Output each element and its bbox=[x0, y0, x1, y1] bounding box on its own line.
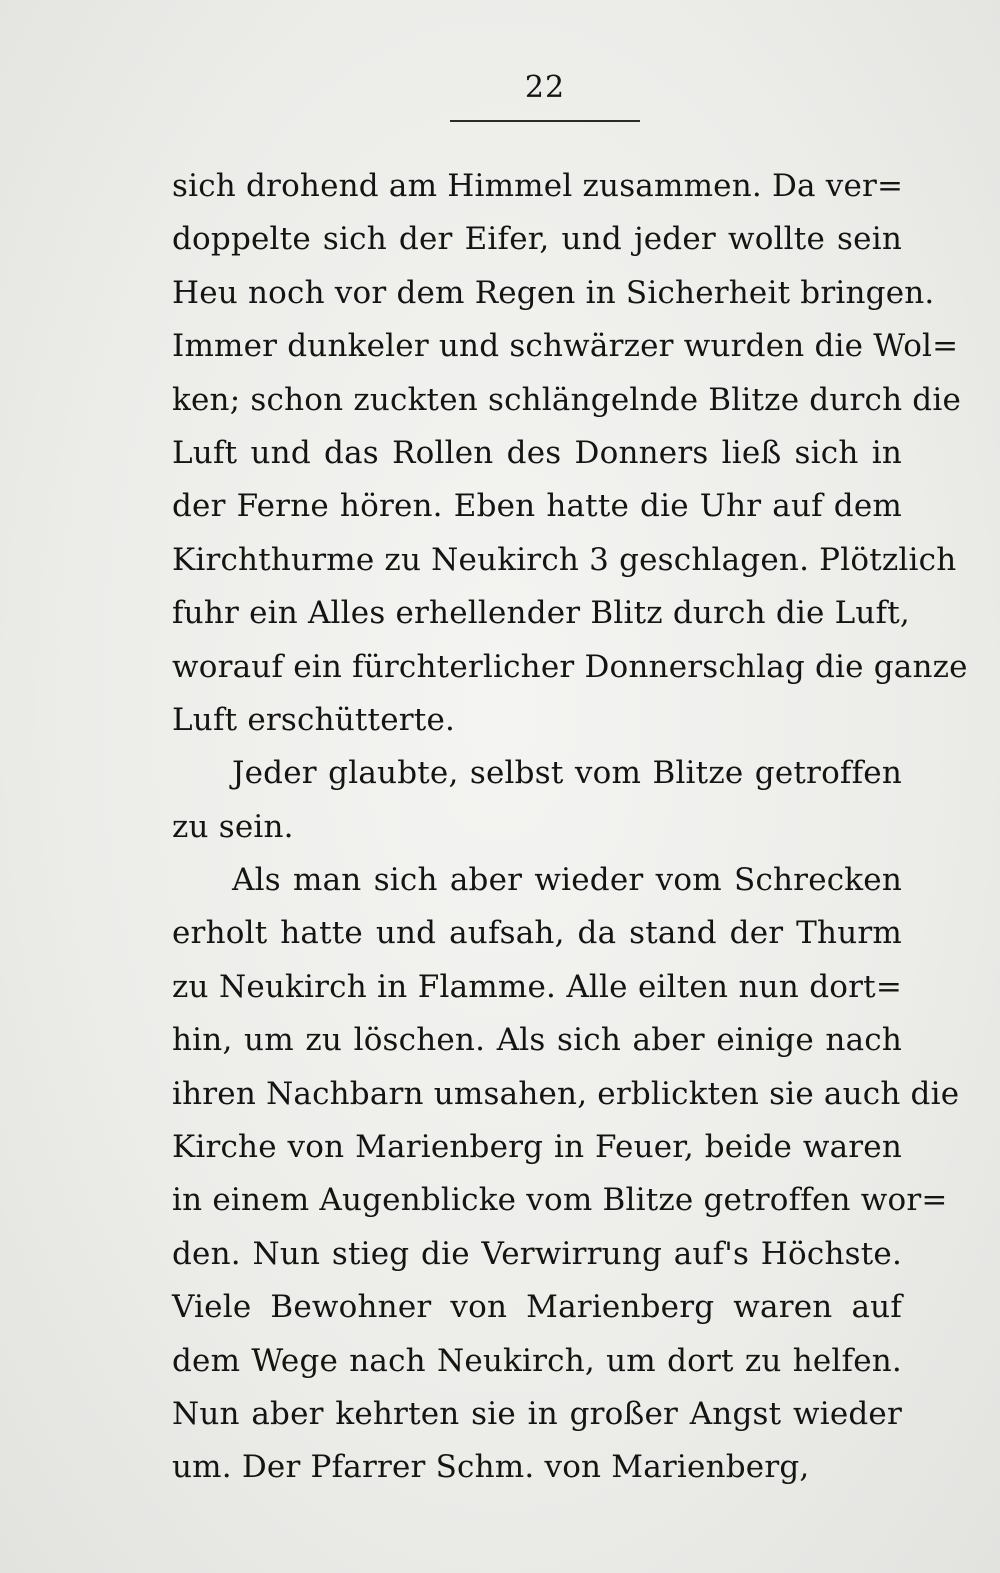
page-number: 22 bbox=[524, 70, 566, 105]
text-line: fuhr ein Alles erhellender Blitz durch die Luft, bbox=[172, 595, 910, 632]
page-header bbox=[0, 70, 1000, 105]
text-line: Immer dunkeler und schwärzer wurden die Wol= bbox=[172, 328, 959, 365]
text-line: zu sein. bbox=[172, 808, 294, 845]
paragraph bbox=[172, 747, 902, 854]
text-line: um. Der Pfarrer Schm. von Marienberg, bbox=[172, 1449, 810, 1486]
text-line: Kirche von Marienberg in Feuer, beide waren bbox=[172, 1129, 902, 1166]
text-line: zu Neukirch in Flamme. Alle eilten nun dort= bbox=[172, 968, 902, 1005]
text-line: Luft und das Rollen des Donners ließ sich in bbox=[172, 434, 902, 471]
paragraph bbox=[172, 160, 968, 747]
text-line: Als man sich aber wieder vom Schrecken bbox=[232, 862, 902, 899]
text-line: Heu noch vor dem Regen in Sicherheit bringen. bbox=[172, 274, 935, 311]
text-line: den. Nun stieg die Verwirrung auf's Höchste. bbox=[172, 1235, 902, 1272]
text-line: Kirchthurme zu Neukirch 3 geschlagen. Plötzlich bbox=[172, 541, 957, 578]
header-rule bbox=[450, 120, 640, 122]
text-line: ihren Nachbarn umsahen, erblickten sie auch die bbox=[172, 1075, 960, 1112]
text-line: erholt hatte und aufsah, da stand der Thurm bbox=[172, 915, 902, 952]
text-line: der Ferne hören. Eben hatte die Uhr auf dem bbox=[172, 488, 902, 525]
text-line: dem Wege nach Neukirch, um dort zu helfen. bbox=[172, 1342, 902, 1379]
text-line: Nun aber kehrten sie in großer Angst wieder bbox=[172, 1395, 902, 1432]
text-line: sich drohend am Himmel zusammen. Da ver= bbox=[172, 168, 904, 204]
text-line: hin, um zu löschen. Als sich aber einige nach bbox=[172, 1022, 902, 1059]
text-line: worauf ein fürchterlicher Donnerschlag die ganze bbox=[172, 648, 968, 685]
text-line: Luft erschütterte. bbox=[172, 701, 456, 738]
text-line: in einem Augenblicke vom Blitze getroffen wor= bbox=[172, 1182, 948, 1219]
paragraph bbox=[172, 854, 960, 1495]
text-line: doppelte sich der Eifer, und jeder wollte sein bbox=[172, 221, 902, 258]
text-line: Jeder glaubte, selbst vom Blitze getroffen bbox=[232, 755, 902, 792]
text-line: ken; schon zuckten schlängelnde Blitze durch die bbox=[172, 381, 962, 418]
text-line: Viele Bewohner von Marienberg waren auf bbox=[172, 1289, 902, 1326]
body-text bbox=[172, 160, 968, 1495]
